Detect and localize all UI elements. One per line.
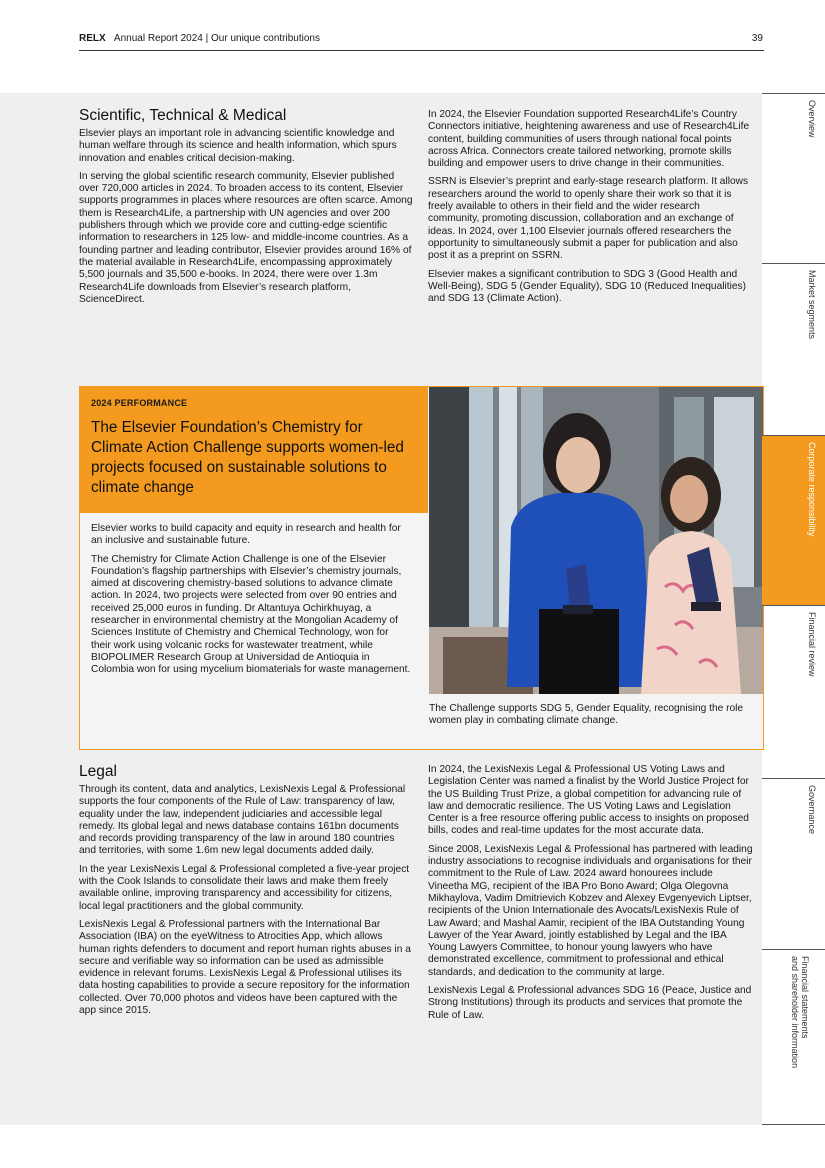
- nav-tab-financial-statements[interactable]: Financial statements and shareholder information: [762, 949, 825, 1125]
- nav-tab-overview[interactable]: Overview: [762, 93, 825, 263]
- stm-paragraph: In serving the global scientific research community, Elsevier published over 720,000 articles in 2024. To broaden access to its content, Elsevier supports programmes in places where resources are often scarce. Among them is Research4Life, a partnership with UN agencies and over 200 publishers through which we provide core and cutting-edge scientific information to researchers in 125 low- and middle-income countries. As a founding partner and leading contributor, Elsevier provides around 16% of the material available in Research4Life, encompassing approximately 5,500 journals and 35,500 e-books. In 2024, there were over 1.3m Research4Life downloads from Elsevier’s research platform, ScienceDirect.: [79, 170, 413, 305]
- photo-illustration: [429, 387, 763, 694]
- section-nav: [762, 93, 825, 1125]
- legal-paragraph: Since 2008, LexisNexis Legal & Professional has partnered with leading industry associations to recognise individuals and organisations for their commitment to the Rule of Law. 2024 award honourees include Vineetha MG, recipient of the IBA Pro Bono Award; Olga Olegovna Mikhaylova, Vadim Dmitrievich Kobzev and Alexey Evgenyevich Liptser, recipients of the Union Internationale des Avocats/LexisNexis Rule of Law Award; and Mashal Aamir, recipient of the IBA Outstanding Young Lawyer of the Year Award, jointly established by Legal and the IBA Young Lawyers Committee, to honour young lawyers who have demonstrated excellence, commitment to professional and ethical standards, and dedication to the community at large.: [428, 843, 753, 978]
- performance-header: [80, 387, 428, 513]
- legal-paragraph: Through its content, data and analytics, LexisNexis Legal & Professional supports the four components of the Rule of Law: transparency of law, equality under the law, independent judiciaries and accessible legal remedy. Its global legal and news database contains 161bn documents and records providing transparency of the law in around 180 countries and territories, with some 1.6m new legal documents added daily.: [79, 784, 406, 857]
- performance-title: The Elsevier Foundation’s Chemistry for Climate Action Challenge supports women-led projects focused on sustainable solutions to climate change: [91, 419, 404, 496]
- legal-paragraph: In the year LexisNexis Legal & Professional completed a five-year project with the Cook Islands to consolidate their laws and make them freely available online, improving transparency and accessibility for citizens, local legal practitioners and the global community.: [79, 863, 410, 912]
- stm-paragraph: Elsevier makes a significant contribution to SDG 3 (Good Health and Well-Being), SDG 5 (Gender Equality), SDG 10 (Reduced Inequalities) and SDG 13 (Climate Action).: [428, 268, 747, 305]
- legal-paragraph: LexisNexis Legal & Professional partners with the International Bar Association (IBA) on the eyeWitness to Atrocities App, which allows human rights defenders to document and report human rights abuses in a secure and verifiable way so information can be used as admissible evidence in relevant forums. LexisNexis Legal & Professional utilises its data hosting capabilities to provide a secure repository for the information collected. Over 70,000 photos and videos have been captured with the app since 2015.: [79, 918, 411, 1017]
- nav-tab-corporate-responsibility[interactable]: Corporate responsibility: [762, 435, 825, 605]
- page-number: 39: [751, 33, 763, 44]
- nav-tab-governance[interactable]: Governance: [762, 778, 825, 949]
- page-header: [79, 32, 764, 51]
- stm-left-column: [79, 107, 413, 312]
- stm-right-column: [428, 109, 750, 311]
- legal-paragraph: LexisNexis Legal & Professional advances SDG 16 (Peace, Justice and Strong Institutions) through its products and services that promote the Rule of Law.: [428, 985, 752, 1021]
- legal-right-column: [428, 764, 753, 1028]
- performance-paragraph: Elsevier works to build capacity and equity in research and health for an inclusive and sustainable future.: [91, 523, 401, 547]
- performance-paragraph: The Chemistry for Climate Action Challenge is one of the Elsevier Foundation’s flagship partnerships with Elsevier’s chemistry journals, aimed at discovering chemistry-based solutions to advance climate action. In 2024, two projects were selected from over 90 entries and received 25,000 euros in funding. Dr Altantuya Ochirkhuyag, a researcher in environmental chemistry at the Mongolian Academy of Sciences Institute of Chemistry and Chemical Technology, won for their work using volcanic rocks for wastewater treatment, while BIOPOLIMER Research Group at Universidad de Antioquia in Colombia won for using mycelium biomaterials for waste management.: [91, 553, 411, 676]
- performance-box: [79, 386, 764, 750]
- brand-logo: RELX: [79, 33, 106, 44]
- stm-heading: Scientific, Technical & Medical: [79, 107, 287, 124]
- stm-paragraph: SSRN is Elsevier’s preprint and early-stage research platform. It allows researchers around the world to openly share their work so that it is freely available to others in their field and the wider research community, promoting discussion, collaboration and an exchange of ideas. In 2024, over 1,100 Elsevier journals offered researchers the opportunity to simultaneously submit a paper for publication and also post it as a preprint on SSRN.: [428, 176, 749, 262]
- stm-paragraph: In 2024, the Elsevier Foundation supported Research4Life’s Country Connectors initiative, heightening awareness and use of Research4Life content, building communities of users through national focal points across Africa. Connectors create tailored networking, promote skills building and empower users to drive change in their communities.: [428, 109, 750, 170]
- stm-paragraph: Elsevier plays an important role in advancing scientific knowledge and human welfare through its science and health information, which spurs innovation and enables critical decision-making.: [79, 128, 397, 164]
- legal-left-column: [79, 763, 413, 1023]
- performance-body: [91, 523, 411, 683]
- nav-tab-financial-review[interactable]: Financial review: [762, 605, 825, 778]
- legal-paragraph: In 2024, the LexisNexis Legal & Professional US Voting Laws and Legislation Center was named a finalist by the World Justice Project for the US Building Trust Prize, a global competition for advancing rule of law and democratic resilience. The US Voting Laws and Legislation Center is a free resource offering public access to insights on proposed bills, codes and real-time updates for the most accurate data.: [428, 764, 749, 837]
- photo-caption: The Challenge supports SDG 5, Gender Equality, recognising the role women play in combating climate change.: [429, 703, 744, 727]
- nav-tab-market-segments[interactable]: Market segments: [762, 263, 825, 435]
- legal-heading: Legal: [79, 763, 117, 780]
- performance-tag: 2024 PERFORMANCE: [91, 398, 188, 408]
- header-title: Annual Report 2024 | Our unique contributions: [113, 33, 320, 44]
- award-winners-photo: [429, 387, 763, 694]
